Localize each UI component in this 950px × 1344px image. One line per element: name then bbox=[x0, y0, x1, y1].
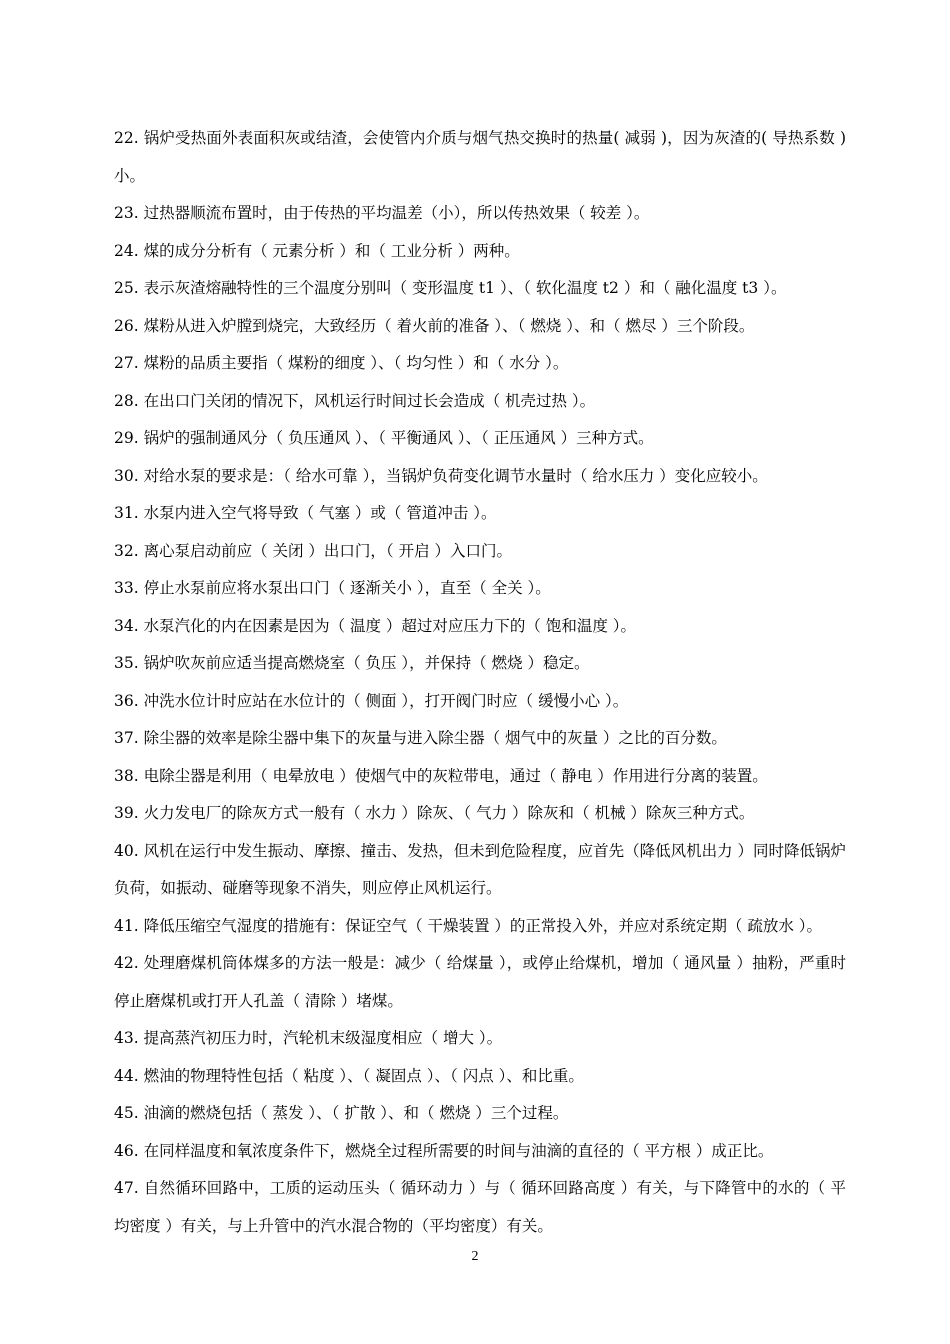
question-item: 23. 过热器顺流布置时，由于传热的平均温差（小），所以传热效果（ 较差 ）。 bbox=[114, 204, 650, 222]
question-item: 26. 煤粉从进入炉膛到烧完，大致经历（ 着火前的准备 ）、（ 燃烧 ）、和（ 燃尽 ）三个阶段。 bbox=[114, 316, 755, 335]
question-item: 31. 水泵内进入空气将导致（ 气塞 ）或（ 管道冲击 ）。 bbox=[114, 504, 497, 522]
question-item: 42. 处理磨煤机筒体煤多的方法一般是：减少（ 给煤量 ），或停止给煤机，增加（ 通风量 ）抽粉，严重时停止磨煤机或打开人孔盖（ 清除 ）堵煤。 bbox=[114, 954, 846, 1010]
question-item: 25. 表示灰渣熔融特性的三个温度分别叫（ 变形温度 t1 ）、（ 软化温度 t2 ）和（ 融化温度 t3 ）。 bbox=[114, 279, 787, 297]
question-item: 28. 在出口门关闭的情况下，风机运行时间过长会造成（ 机壳过热 ）。 bbox=[114, 391, 596, 410]
question-item: 45. 油滴的燃烧包括（ 蒸发 ）、（ 扩散 ）、和（ 燃烧 ）三个过程。 bbox=[114, 1104, 569, 1122]
question-item: 36. 冲洗水位计时应站在水位计的（ 侧面 ），打开阀门时应（ 缓慢小心 ）。 bbox=[114, 691, 629, 710]
question-item: 44. 燃油的物理特性包括（ 粘度 ）、（ 凝固点 ）、（ 闪点 ）、和比重。 bbox=[114, 1066, 584, 1085]
question-item: 35. 锅炉吹灰前应适当提高燃烧室（ 负压 ），并保持（ 燃烧 ）稳定。 bbox=[114, 654, 590, 672]
question-item: 30. 对给水泵的要求是：（ 给水可靠 ），当锅炉负荷变化调节水量时（ 给水压力 ）变化应较小。 bbox=[114, 466, 768, 485]
question-item: 40. 风机在运行中发生振动、摩擦、撞击、发热，但未到危险程度，应首先（降低风机出力 ）同时降低锅炉负荷，如振动、碰磨等现象不消失，则应停止风机运行。 bbox=[114, 841, 847, 897]
question-item: 24. 煤的成分分析有（ 元素分析 ）和（ 工业分析 ）两种。 bbox=[114, 241, 520, 260]
page-number: 2 bbox=[471, 1249, 479, 1264]
question-item: 46. 在同样温度和氧浓度条件下，燃烧全过程所需要的时间与油滴的直径的（ 平方根 ）成正比。 bbox=[114, 1141, 774, 1160]
question-item: 39. 火力发电厂的除灰方式一般有（ 水力 ）除灰、（ 气力 ）除灰和（ 机械 ）除灰三种方式。 bbox=[114, 804, 755, 822]
question-item: 27. 煤粉的品质主要指（ 煤粉的细度 ）、（ 均匀性 ）和（ 水分 ）。 bbox=[114, 354, 569, 372]
question-item: 29. 锅炉的强制通风分（ 负压通风 ）、（ 平衡通风 ）、（ 正压通风 ）三种方式。 bbox=[114, 429, 654, 447]
question-list bbox=[114, 120, 846, 1245]
question-item: 34. 水泵汽化的内在因素是因为（ 温度 ）超过对应压力下的（ 饱和温度 ）。 bbox=[114, 616, 637, 635]
question-item: 41. 降低压缩空气湿度的措施有：保证空气（ 干燥装置 ）的正常投入外，并应对系统定期（ 疏放水 ）。 bbox=[114, 916, 823, 935]
question-item: 33. 停止水泵前应将水泵出口门（ 逐渐关小 ），直至（ 全关 ）。 bbox=[114, 579, 551, 597]
question-item: 37. 除尘器的效率是除尘器中集下的灰量与进入除尘器（ 烟气中的灰量 ）之比的百分数。 bbox=[114, 729, 727, 747]
question-item: 47. 自然循环回路中，工质的运动压头（ 循环动力 ）与（ 循环回路高度 ）有关，与下降管中的水的（ 平均密度 ）有关，与上升管中的汽水混合物的（平均密度）有关。 bbox=[114, 1179, 846, 1235]
question-item: 32. 离心泵启动前应（ 关闭 ）出口门，（ 开启 ）入口门。 bbox=[114, 541, 513, 560]
question-item: 22. 锅炉受热面外表面积灰或结渣，会使管内介质与烟气热交换时的热量( 减弱 )，因为灰渣的( 导热系数 ) 小。 bbox=[114, 129, 846, 185]
question-item: 43. 提高蒸汽初压力时，汽轮机末级湿度相应（ 增大 ）。 bbox=[114, 1029, 503, 1047]
question-item: 38. 电除尘器是利用（ 电晕放电 ）使烟气中的灰粒带电，通过（ 静电 ）作用进行分离的装置。 bbox=[114, 766, 768, 785]
